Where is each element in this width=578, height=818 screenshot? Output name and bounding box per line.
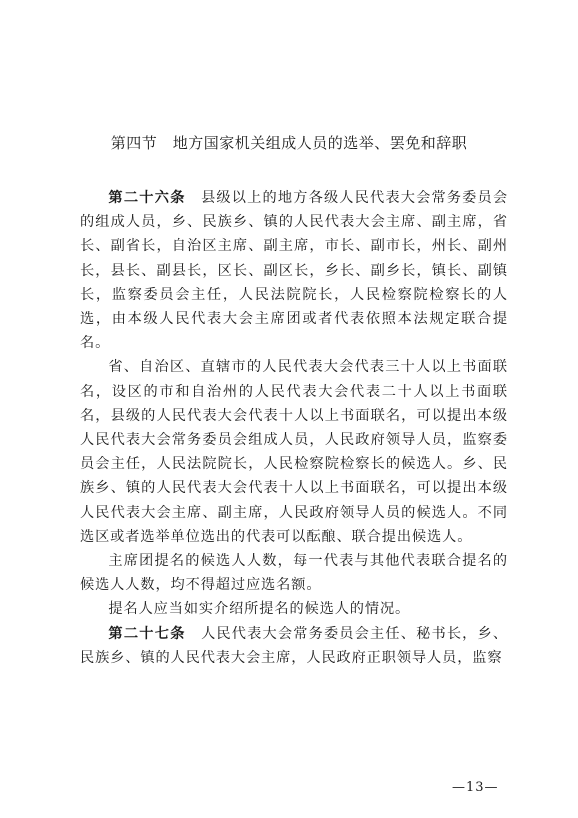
- paragraph-text: 省、自治区、直辖市的人民代表大会代表三十人以上书面联名，设区的市和自治州的人民代表大会代表二十人以上书面联名，县级的人民代表大会代表十人以上书面联名，可以提出本级人民代表大会常务委员会组成人员，人民政府领导人员，监察委员会主任，人民法院院长，人民检察院检察长的候选人。乡、民族乡、镇的人民代表大会代表十人以上书面联名，可以提出本级人民代表大会主席、副主席，人民政府领导人员的候选人。不同选区或者选举单位选出的代表可以酝酿、联合提出候选人。: [80, 359, 508, 545]
- paragraph: [80, 622, 508, 670]
- paragraph: [80, 549, 508, 597]
- paragraph-text: 县级以上的地方各级人民代表大会常务委员会的组成人员，乡、民族乡、镇的人民代表大会主席、副主席，省长、副省长，自治区主席、副主席，市长、副市长，州长、副州长，县长、副县长，区长、副区长，乡长、副乡长，镇长、副镇长，监察委员会主任，人民法院院长，人民检察院检察长的人选，由本级人民代表大会主席团或者代表依照本法规定联合提名。: [80, 190, 508, 352]
- article-number: 第二十七条: [108, 625, 186, 642]
- paragraph: [80, 186, 508, 355]
- page-number: —13—: [452, 780, 499, 795]
- body-text: [80, 186, 508, 670]
- paragraph-text: 提名人应当如实介绍所提名的候选人的情况。: [108, 601, 411, 618]
- paragraph: [80, 355, 508, 549]
- section-title: 第四节 地方国家机关组成人员的选举、罢免和辞职: [110, 134, 468, 152]
- article-number: 第二十六条: [108, 190, 186, 206]
- paragraph-text: 人民代表大会常务委员会主任、秘书长，乡、民族乡、镇的人民代表大会主席，人民政府正职领导人员，监察: [80, 625, 508, 666]
- paragraph: [80, 597, 508, 621]
- paragraph-text: 主席团提名的候选人人数，每一代表与其他代表联合提名的候选人人数，均不得超过应选名额。: [80, 553, 508, 594]
